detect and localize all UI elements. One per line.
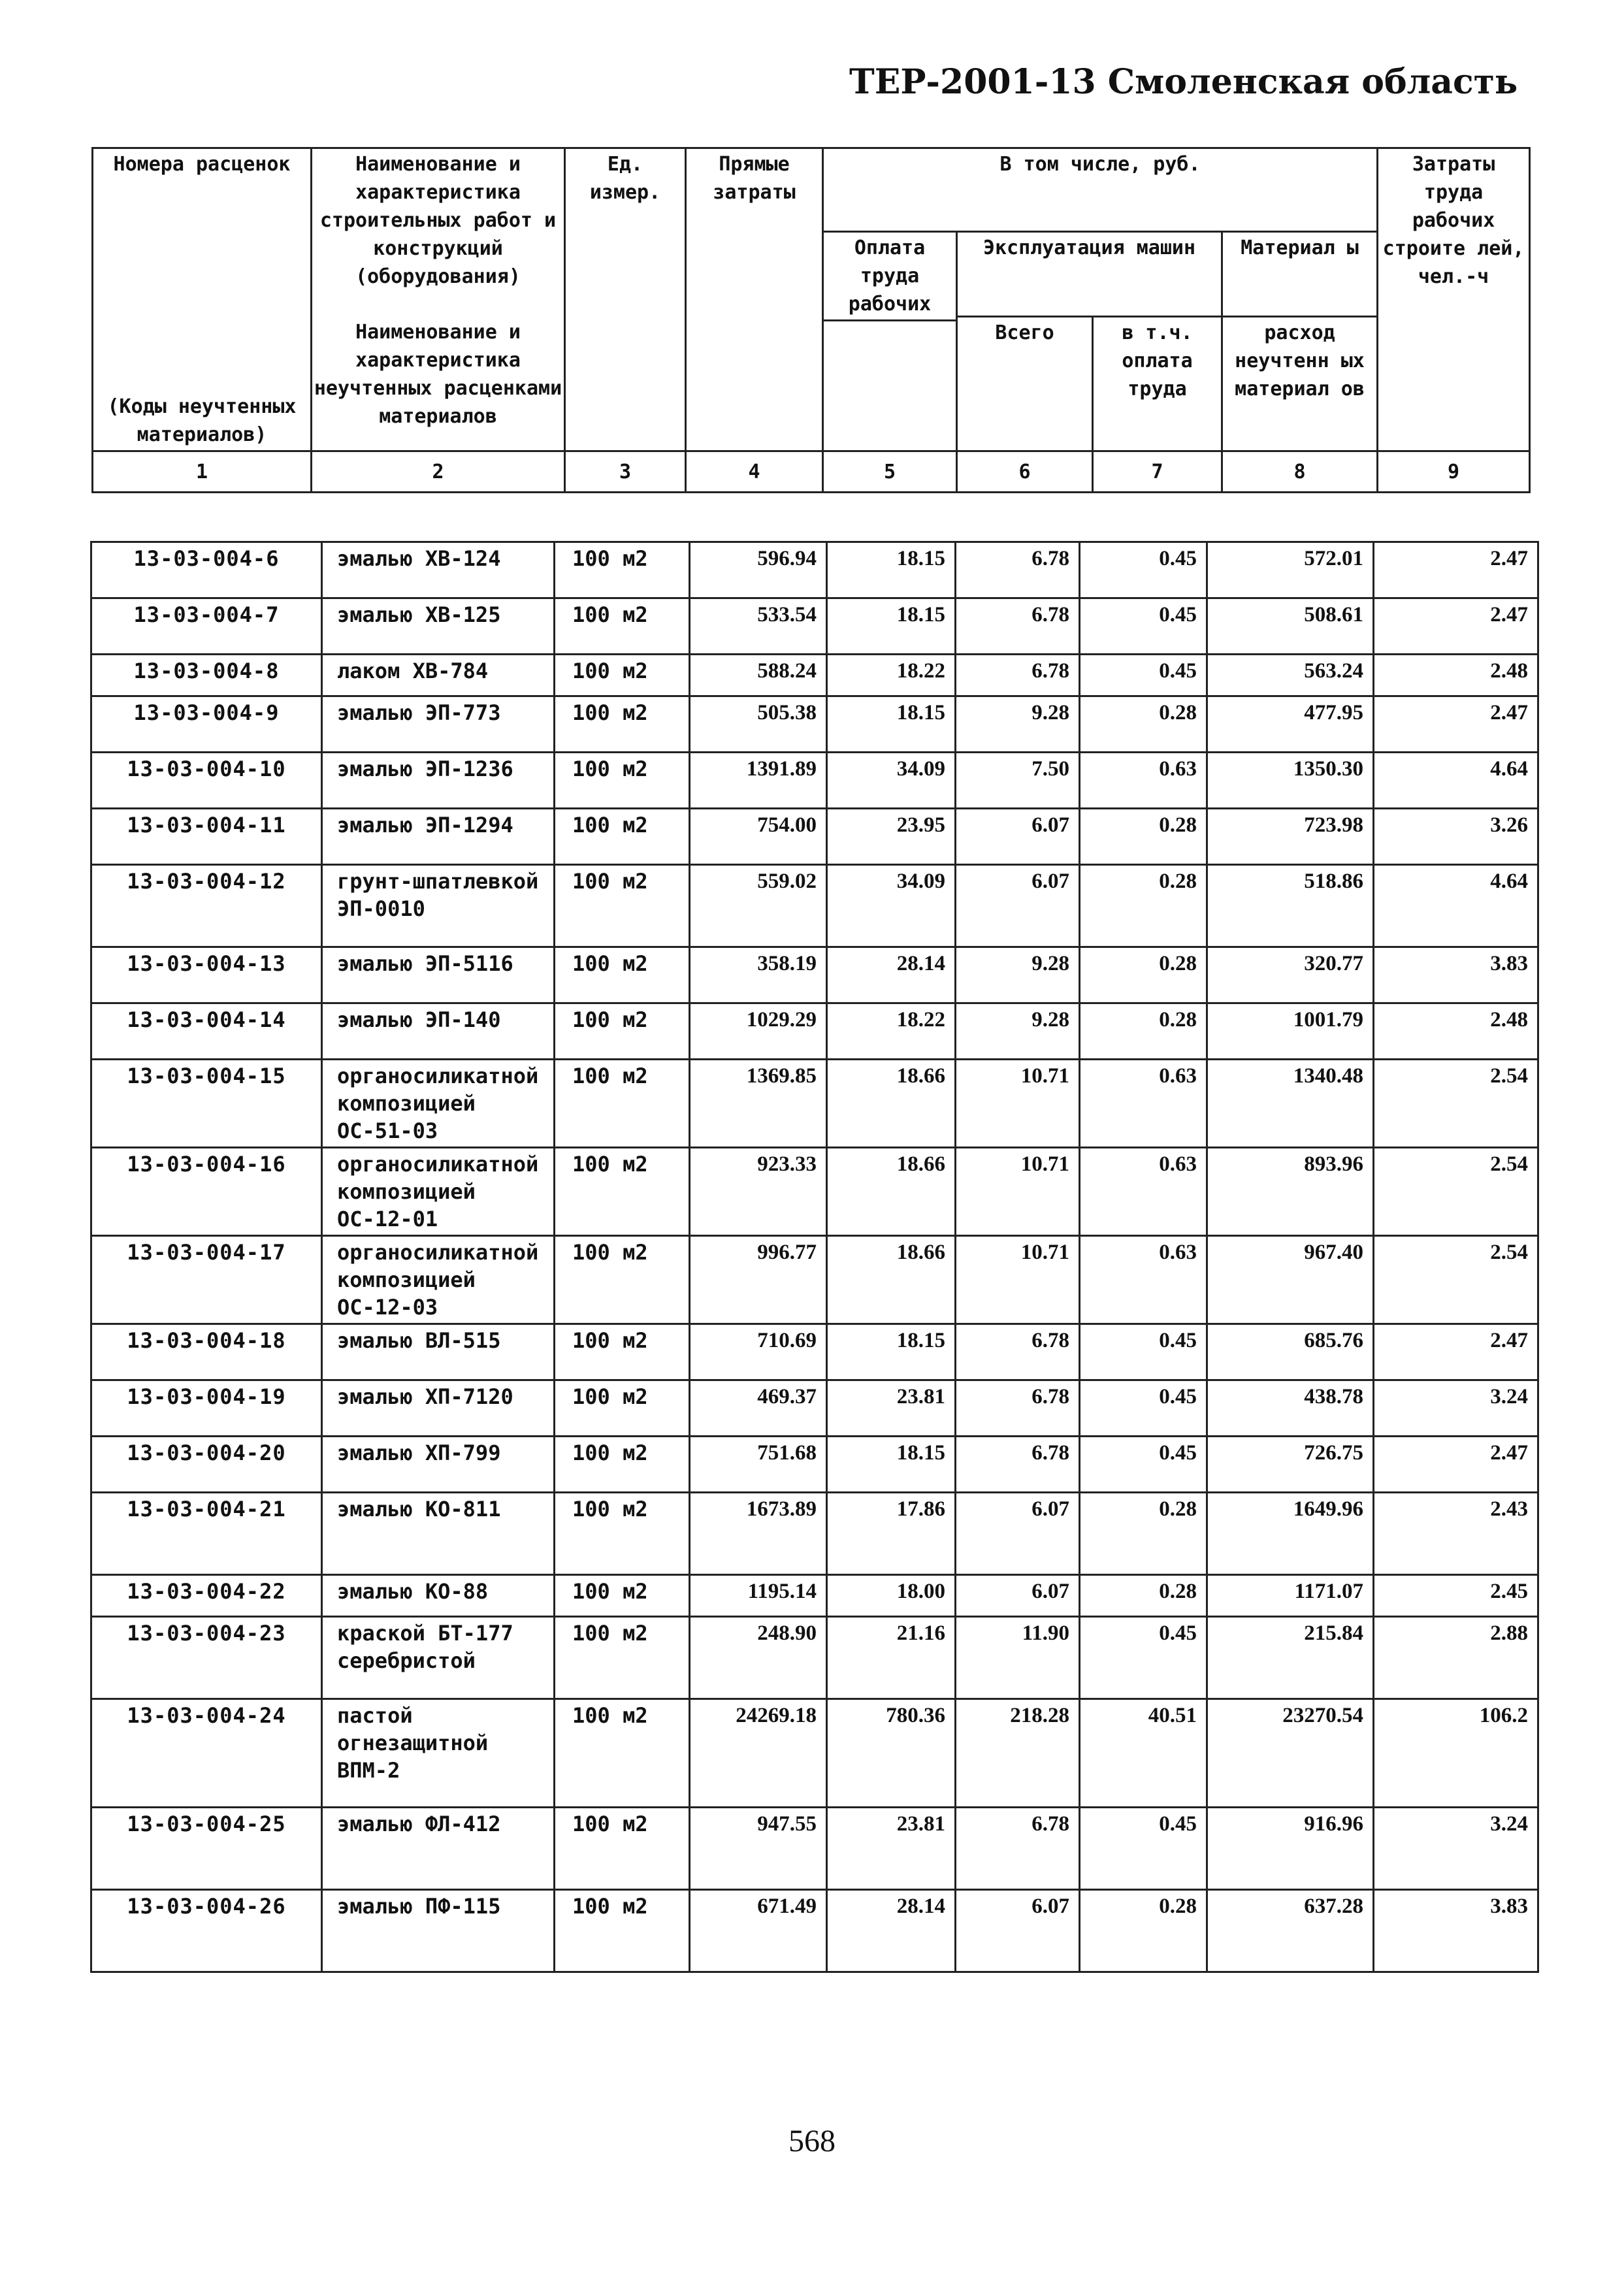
materials-cost: 1649.96 [1207, 1493, 1374, 1575]
rate-code: 13-03-004-26 [91, 1890, 322, 1972]
labor-hours: 3.26 [1374, 809, 1538, 865]
labor-pay: 18.15 [827, 542, 956, 598]
labor-pay: 23.95 [827, 809, 956, 865]
labor-pay: 18.66 [827, 1148, 956, 1236]
machines-total: 6.78 [956, 542, 1080, 598]
work-name: органосиликатной композицией ОС-12-03 [322, 1236, 555, 1324]
column-number: 2 [312, 451, 565, 493]
machines-total: 6.78 [956, 1324, 1080, 1380]
machines-labor: 0.28 [1080, 1493, 1207, 1575]
labor-pay: 28.14 [827, 1890, 956, 1972]
rate-code: 13-03-004-23 [91, 1617, 322, 1699]
work-name: эмалью КО-811 [322, 1493, 555, 1575]
labor-pay: 18.15 [827, 598, 956, 655]
rate-code: 13-03-004-9 [91, 696, 322, 753]
machines-total: 10.71 [956, 1060, 1080, 1148]
labor-hours: 2.54 [1374, 1148, 1538, 1236]
column-number: 3 [565, 451, 686, 493]
machines-total: 6.07 [956, 1575, 1080, 1617]
header-including: В том числе, руб. [823, 148, 1378, 232]
machines-labor: 0.63 [1080, 753, 1207, 809]
labor-pay: 23.81 [827, 1808, 956, 1890]
column-number: 9 [1378, 451, 1530, 493]
table-row [91, 1148, 1538, 1236]
machines-labor: 0.28 [1080, 1575, 1207, 1617]
machines-total: 11.90 [956, 1617, 1080, 1699]
labor-pay: 18.22 [827, 1003, 956, 1060]
work-name: органосиликатной композицией ОС-51-03 [322, 1060, 555, 1148]
machines-labor: 0.28 [1080, 947, 1207, 1003]
materials-cost: 726.75 [1207, 1437, 1374, 1493]
work-name: эмалью ХП-799 [322, 1437, 555, 1493]
work-name: эмалью ХВ-125 [322, 598, 555, 655]
labor-pay: 34.09 [827, 753, 956, 809]
direct-costs: 505.38 [690, 696, 827, 753]
labor-hours: 4.64 [1374, 865, 1538, 947]
materials-cost: 215.84 [1207, 1617, 1374, 1699]
direct-costs: 1029.29 [690, 1003, 827, 1060]
table-row [91, 1493, 1538, 1575]
direct-costs: 358.19 [690, 947, 827, 1003]
machines-total: 6.07 [956, 1890, 1080, 1972]
machines-total: 6.78 [956, 1437, 1080, 1493]
materials-cost: 1171.07 [1207, 1575, 1374, 1617]
labor-hours: 3.24 [1374, 1380, 1538, 1437]
table-row [91, 1236, 1538, 1324]
header-labor-pay: Оплата труда рабочих [823, 232, 957, 321]
machines-labor: 0.45 [1080, 1617, 1207, 1699]
rate-code: 13-03-004-13 [91, 947, 322, 1003]
machines-labor: 0.63 [1080, 1060, 1207, 1148]
materials-cost: 685.76 [1207, 1324, 1374, 1380]
machines-total: 10.71 [956, 1148, 1080, 1236]
rate-code: 13-03-004-17 [91, 1236, 322, 1324]
materials-cost: 477.95 [1207, 696, 1374, 753]
unit-cell: 100 м2 [555, 1236, 690, 1324]
unit-cell: 100 м2 [555, 947, 690, 1003]
unit-cell: 100 м2 [555, 809, 690, 865]
work-name: эмалью ЭП-5116 [322, 947, 555, 1003]
rate-code: 13-03-004-20 [91, 1437, 322, 1493]
machines-labor: 0.45 [1080, 1808, 1207, 1890]
direct-costs: 1369.85 [690, 1060, 827, 1148]
work-name: эмалью ЭП-140 [322, 1003, 555, 1060]
table-row [91, 753, 1538, 809]
header-labor-pay-cont [823, 321, 957, 451]
machines-total: 6.07 [956, 865, 1080, 947]
rate-code: 13-03-004-19 [91, 1380, 322, 1437]
labor-hours: 3.83 [1374, 947, 1538, 1003]
labor-hours: 2.47 [1374, 1324, 1538, 1380]
header-labor-hours: Затраты труда рабочих строите лей, чел.-ч [1378, 148, 1530, 451]
table-row [91, 696, 1538, 753]
labor-hours: 2.88 [1374, 1617, 1538, 1699]
machines-labor: 0.28 [1080, 1890, 1207, 1972]
rate-code: 13-03-004-21 [91, 1493, 322, 1575]
rates-table [90, 541, 1539, 1973]
labor-pay: 28.14 [827, 947, 956, 1003]
header-unaccounted-materials: расход неучтенн ых материал ов [1222, 317, 1378, 451]
unit-cell: 100 м2 [555, 542, 690, 598]
labor-pay: 18.15 [827, 1437, 956, 1493]
work-name: органосиликатной композицией ОС-12-01 [322, 1148, 555, 1236]
unit-cell: 100 м2 [555, 1324, 690, 1380]
labor-hours: 3.83 [1374, 1890, 1538, 1972]
work-name: эмалью КО-88 [322, 1575, 555, 1617]
direct-costs: 1195.14 [690, 1575, 827, 1617]
rate-code: 13-03-004-22 [91, 1575, 322, 1617]
labor-hours: 4.64 [1374, 753, 1538, 809]
labor-pay: 780.36 [827, 1699, 956, 1808]
column-number: 6 [957, 451, 1093, 493]
machines-labor: 0.28 [1080, 696, 1207, 753]
rate-code: 13-03-004-11 [91, 809, 322, 865]
direct-costs: 751.68 [690, 1437, 827, 1493]
materials-cost: 1350.30 [1207, 753, 1374, 809]
column-number: 1 [93, 451, 312, 493]
rate-code: 13-03-004-14 [91, 1003, 322, 1060]
materials-cost: 572.01 [1207, 542, 1374, 598]
direct-costs: 671.49 [690, 1890, 827, 1972]
direct-costs: 559.02 [690, 865, 827, 947]
machines-labor: 0.45 [1080, 1437, 1207, 1493]
table-row [91, 865, 1538, 947]
page-number: 568 [788, 2124, 836, 2158]
table-row [91, 1060, 1538, 1148]
rate-code: 13-03-004-6 [91, 542, 322, 598]
work-name: эмалью ЭП-773 [322, 696, 555, 753]
work-name: эмалью ЭП-1236 [322, 753, 555, 809]
materials-cost: 637.28 [1207, 1890, 1374, 1972]
unit-cell: 100 м2 [555, 753, 690, 809]
column-number: 8 [1222, 451, 1378, 493]
column-number: 5 [823, 451, 957, 493]
direct-costs: 996.77 [690, 1236, 827, 1324]
machines-labor: 0.28 [1080, 1003, 1207, 1060]
header-direct-costs: Прямые затраты [686, 148, 823, 451]
labor-hours: 2.54 [1374, 1060, 1538, 1148]
machines-total: 218.28 [956, 1699, 1080, 1808]
direct-costs: 469.37 [690, 1380, 827, 1437]
materials-cost: 563.24 [1207, 655, 1374, 696]
labor-pay: 18.66 [827, 1236, 956, 1324]
machines-total: 9.28 [956, 1003, 1080, 1060]
labor-pay: 23.81 [827, 1380, 956, 1437]
unit-cell: 100 м2 [555, 1575, 690, 1617]
direct-costs: 710.69 [690, 1324, 827, 1380]
labor-hours: 2.47 [1374, 696, 1538, 753]
labor-hours: 2.48 [1374, 655, 1538, 696]
table-row [91, 1324, 1538, 1380]
header-unaccounted-codes: (Коды неучтенных материалов) [93, 317, 312, 451]
labor-hours: 2.47 [1374, 1437, 1538, 1493]
unit-cell: 100 м2 [555, 1148, 690, 1236]
machines-labor: 0.63 [1080, 1236, 1207, 1324]
header-materials: Материал ы [1222, 232, 1378, 317]
machines-labor: 0.45 [1080, 598, 1207, 655]
table-row [91, 809, 1538, 865]
machines-labor: 0.45 [1080, 1324, 1207, 1380]
unit-cell: 100 м2 [555, 655, 690, 696]
direct-costs: 754.00 [690, 809, 827, 865]
rate-code: 13-03-004-12 [91, 865, 322, 947]
materials-cost: 893.96 [1207, 1148, 1374, 1236]
unit-cell: 100 м2 [555, 1380, 690, 1437]
machines-total: 6.78 [956, 598, 1080, 655]
table-row [91, 1808, 1538, 1890]
materials-cost: 23270.54 [1207, 1699, 1374, 1808]
table-row [91, 1575, 1538, 1617]
rate-code: 13-03-004-16 [91, 1148, 322, 1236]
rate-code: 13-03-004-15 [91, 1060, 322, 1148]
header-machines-labor: в т.ч. оплата труда [1093, 317, 1222, 451]
machines-total: 6.07 [956, 809, 1080, 865]
machines-labor: 0.63 [1080, 1148, 1207, 1236]
unit-cell: 100 м2 [555, 1003, 690, 1060]
header-work-name: Наименование и характеристика строительных работ и конструкций (оборудования) [312, 148, 565, 317]
machines-total: 10.71 [956, 1236, 1080, 1324]
table-row [91, 1437, 1538, 1493]
work-name: эмалью ХП-7120 [322, 1380, 555, 1437]
labor-pay: 18.00 [827, 1575, 956, 1617]
labor-hours: 2.47 [1374, 598, 1538, 655]
labor-hours: 2.48 [1374, 1003, 1538, 1060]
direct-costs: 588.24 [690, 655, 827, 696]
table-row [91, 655, 1538, 696]
labor-pay: 18.66 [827, 1060, 956, 1148]
direct-costs: 533.54 [690, 598, 827, 655]
materials-cost: 916.96 [1207, 1808, 1374, 1890]
work-name: эмалью ПФ-115 [322, 1890, 555, 1972]
work-name: пастой огнезащитной ВПМ-2 [322, 1699, 555, 1808]
rate-code: 13-03-004-25 [91, 1808, 322, 1890]
document-title: ТЕР-2001-13 Смоленская область [849, 62, 1518, 102]
column-number: 4 [686, 451, 823, 493]
table-row [91, 1380, 1538, 1437]
labor-hours: 2.54 [1374, 1236, 1538, 1324]
work-name: эмалью ЭП-1294 [322, 809, 555, 865]
machines-labor: 40.51 [1080, 1699, 1207, 1808]
unit-cell: 100 м2 [555, 696, 690, 753]
unit-cell: 100 м2 [555, 1699, 690, 1808]
direct-costs: 923.33 [690, 1148, 827, 1236]
materials-cost: 1001.79 [1207, 1003, 1374, 1060]
column-header-table [91, 147, 1531, 493]
materials-cost: 723.98 [1207, 809, 1374, 865]
machines-total: 6.07 [956, 1493, 1080, 1575]
table-row [91, 542, 1538, 598]
labor-hours: 2.47 [1374, 542, 1538, 598]
unit-cell: 100 м2 [555, 1890, 690, 1972]
work-name: эмалью ХВ-124 [322, 542, 555, 598]
table-row [91, 1699, 1538, 1808]
labor-pay: 18.15 [827, 1324, 956, 1380]
labor-pay: 18.22 [827, 655, 956, 696]
header-codes: Номера расценок [93, 148, 312, 317]
work-name: краской БТ-177 серебристой [322, 1617, 555, 1699]
rate-code: 13-03-004-10 [91, 753, 322, 809]
materials-cost: 518.86 [1207, 865, 1374, 947]
labor-pay: 21.16 [827, 1617, 956, 1699]
unit-cell: 100 м2 [555, 1617, 690, 1699]
unit-cell: 100 м2 [555, 1493, 690, 1575]
unit-cell: 100 м2 [555, 1437, 690, 1493]
unit-cell: 100 м2 [555, 865, 690, 947]
header-unaccounted-names: Наименование и характеристика неучтенных расценками материалов [312, 317, 565, 451]
machines-total: 9.28 [956, 947, 1080, 1003]
table-row [91, 1003, 1538, 1060]
table-row [91, 1617, 1538, 1699]
machines-total: 7.50 [956, 753, 1080, 809]
unit-cell: 100 м2 [555, 598, 690, 655]
machines-total: 6.78 [956, 655, 1080, 696]
labor-pay: 18.15 [827, 696, 956, 753]
table-row [91, 598, 1538, 655]
rate-code: 13-03-004-7 [91, 598, 322, 655]
rate-code: 13-03-004-8 [91, 655, 322, 696]
materials-cost: 1340.48 [1207, 1060, 1374, 1148]
machines-total: 9.28 [956, 696, 1080, 753]
machines-labor: 0.45 [1080, 542, 1207, 598]
labor-pay: 17.86 [827, 1493, 956, 1575]
direct-costs: 596.94 [690, 542, 827, 598]
materials-cost: 967.40 [1207, 1236, 1374, 1324]
direct-costs: 24269.18 [690, 1699, 827, 1808]
header-unit: Ед. измер. [565, 148, 686, 451]
machines-labor: 0.28 [1080, 809, 1207, 865]
materials-cost: 508.61 [1207, 598, 1374, 655]
direct-costs: 947.55 [690, 1808, 827, 1890]
rate-code: 13-03-004-18 [91, 1324, 322, 1380]
machines-labor: 0.45 [1080, 655, 1207, 696]
machines-labor: 0.28 [1080, 865, 1207, 947]
machines-total: 6.78 [956, 1808, 1080, 1890]
work-name: лаком ХВ-784 [322, 655, 555, 696]
labor-hours: 3.24 [1374, 1808, 1538, 1890]
work-name: эмалью ФЛ-412 [322, 1808, 555, 1890]
machines-labor: 0.45 [1080, 1380, 1207, 1437]
unit-cell: 100 м2 [555, 1808, 690, 1890]
header-machines: Эксплуатация машин [957, 232, 1222, 317]
work-name: эмалью ВЛ-515 [322, 1324, 555, 1380]
work-name: грунт-шпатлевкой ЭП-0010 [322, 865, 555, 947]
labor-pay: 34.09 [827, 865, 956, 947]
labor-hours: 2.45 [1374, 1575, 1538, 1617]
table-row [91, 1890, 1538, 1972]
direct-costs: 1391.89 [690, 753, 827, 809]
labor-hours: 106.2 [1374, 1699, 1538, 1808]
header-machines-total: Всего [957, 317, 1093, 451]
labor-hours: 2.43 [1374, 1493, 1538, 1575]
table-row [91, 947, 1538, 1003]
unit-cell: 100 м2 [555, 1060, 690, 1148]
materials-cost: 320.77 [1207, 947, 1374, 1003]
direct-costs: 1673.89 [690, 1493, 827, 1575]
rate-code: 13-03-004-24 [91, 1699, 322, 1808]
column-number: 7 [1093, 451, 1222, 493]
machines-total: 6.78 [956, 1380, 1080, 1437]
materials-cost: 438.78 [1207, 1380, 1374, 1437]
direct-costs: 248.90 [690, 1617, 827, 1699]
